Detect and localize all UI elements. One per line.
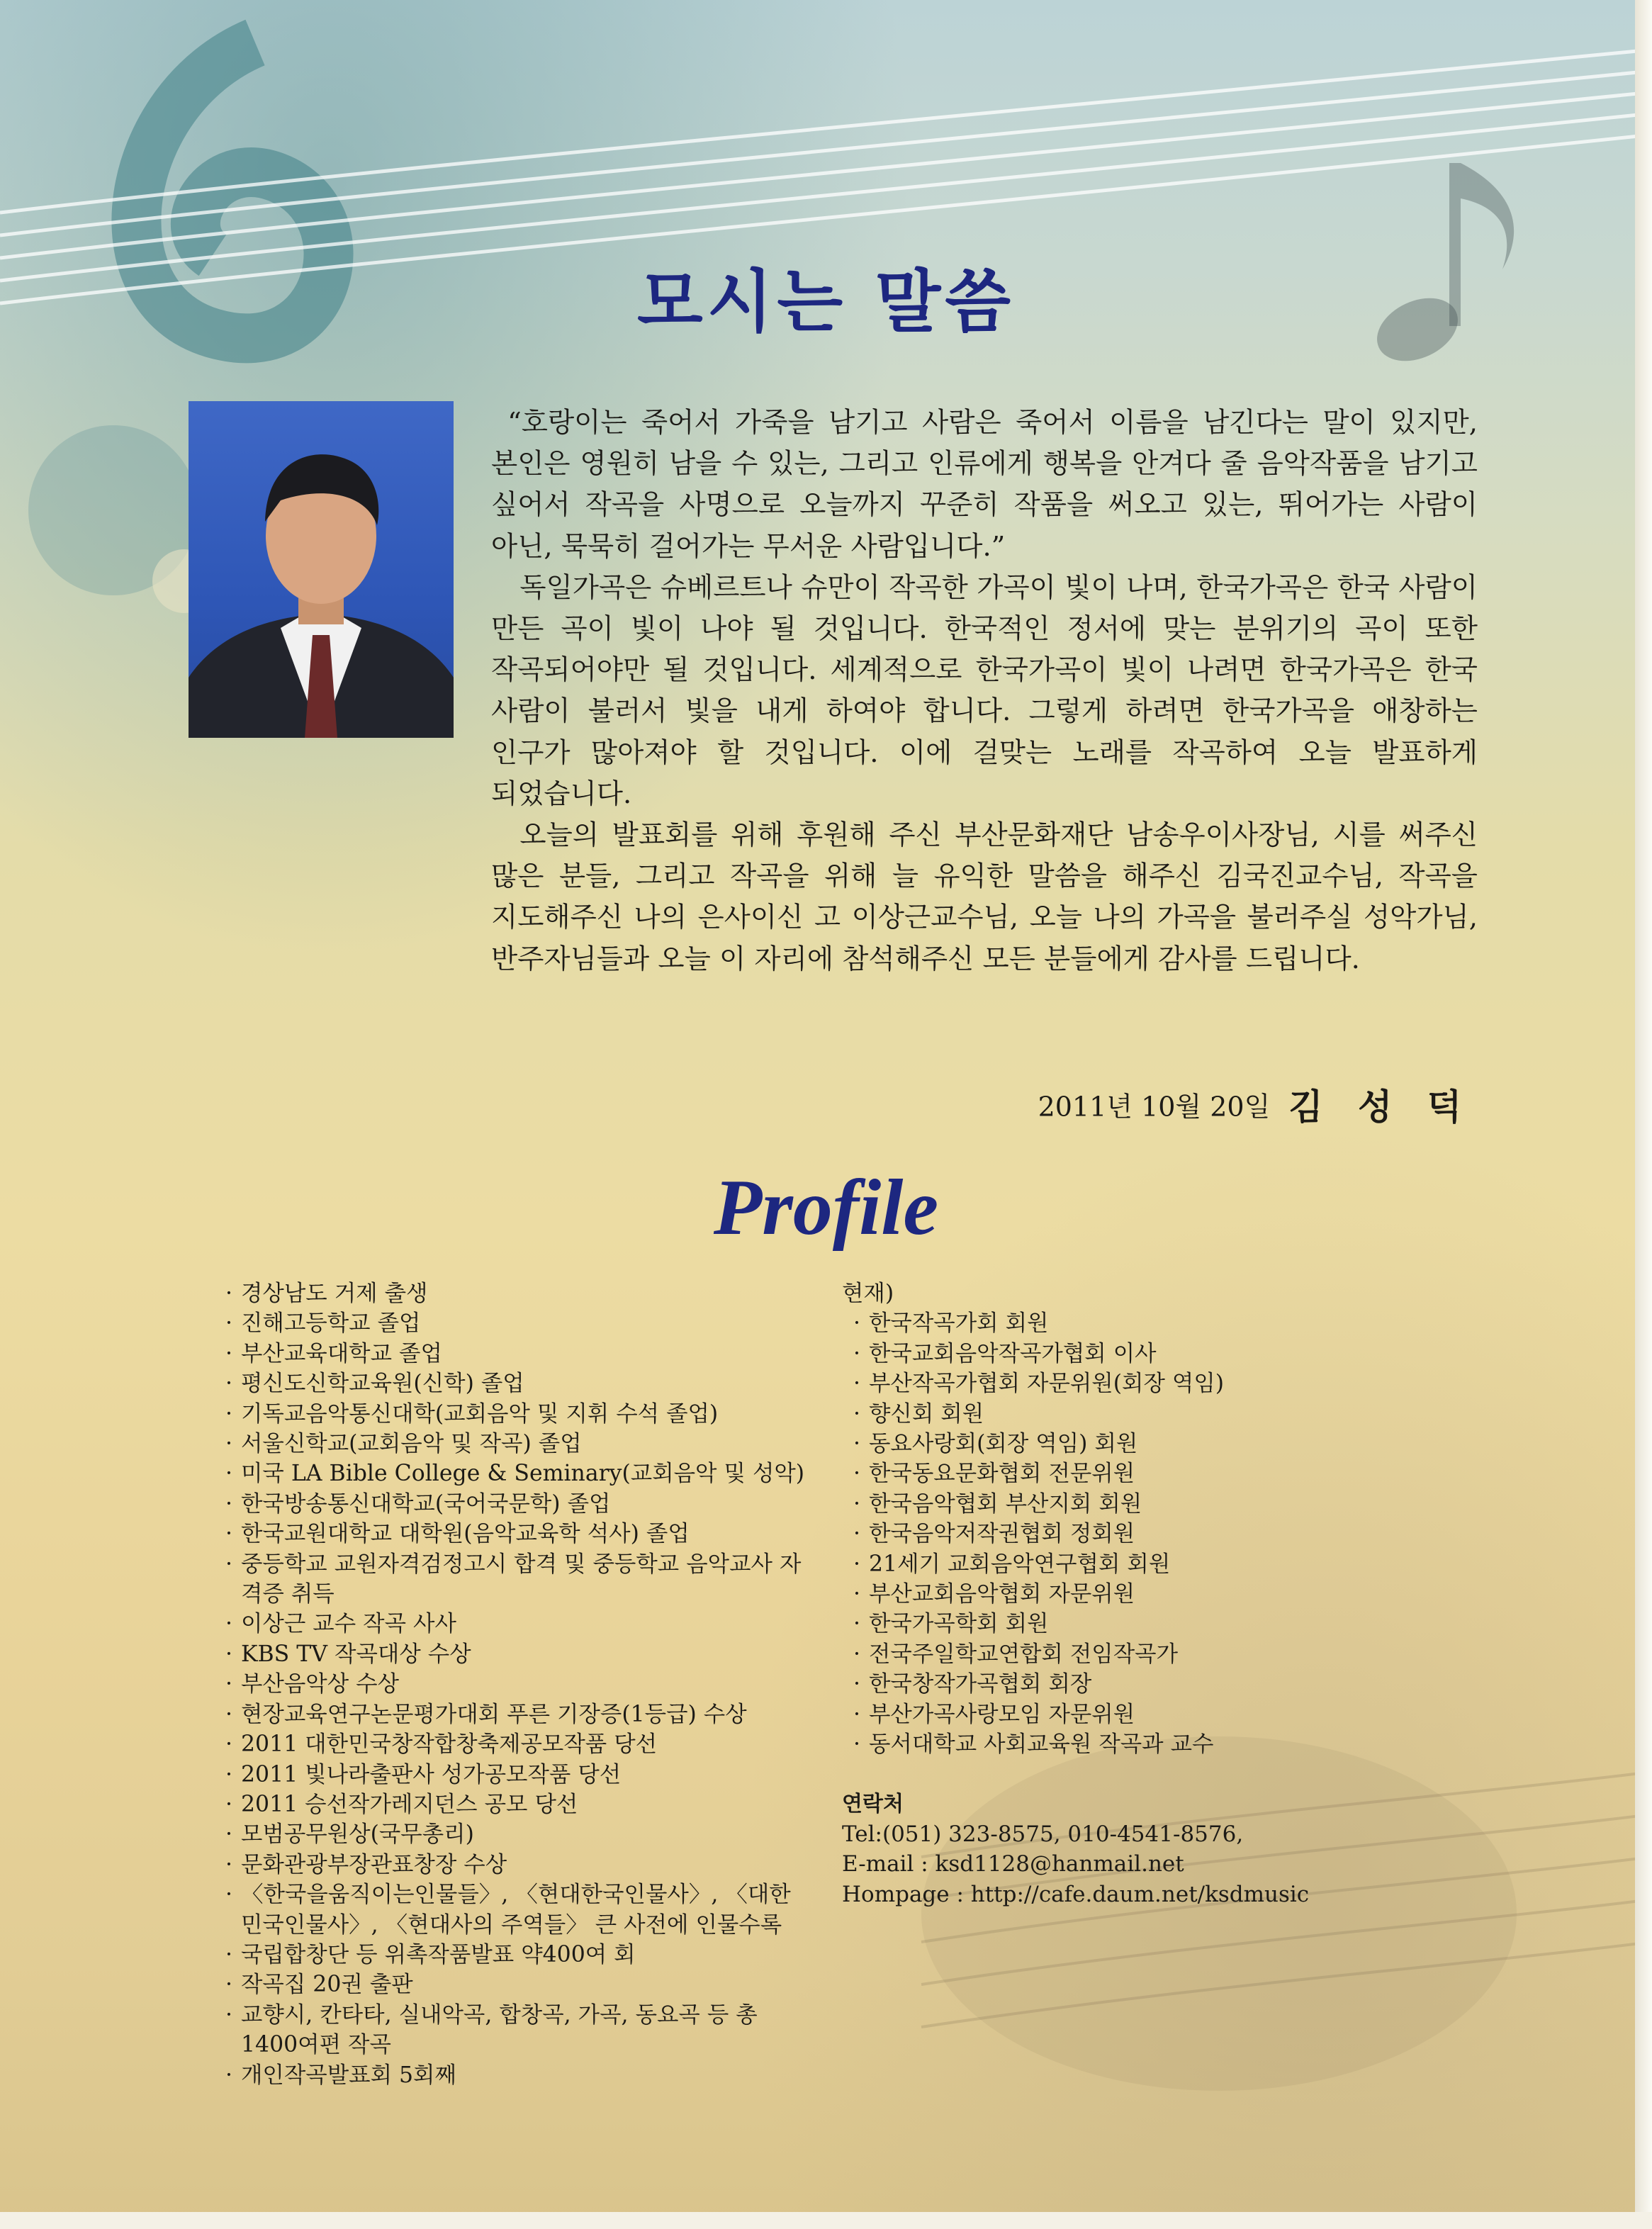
signature-line xyxy=(921,1079,1473,1130)
list-item: · 이상근 교수 작곡 사사 xyxy=(225,1609,805,1639)
list-item: · 2011 빛나라출판사 성가공모작품 당선 xyxy=(225,1760,805,1790)
list-item: · 경상남도 거제 출생 xyxy=(225,1279,805,1308)
list-item: · 현장교육연구논문평가대회 푸른 기장증(1등급) 수상 xyxy=(225,1700,805,1729)
list-item: · 국립합창단 등 위촉작품발표 약400여 회 xyxy=(225,1940,805,1970)
list-item: · 서울신학교(교회음악 및 작곡) 졸업 xyxy=(225,1429,805,1459)
invitation-message xyxy=(491,403,1478,980)
current-positions-section xyxy=(842,1279,1508,1909)
contact-tel: Tel:(051) 323-8575, 010-4541-8576, xyxy=(842,1821,1244,1847)
signature-date: 2011년 10월 20일 xyxy=(1038,1091,1271,1123)
message-paragraph: “호랑이는 죽어서 가죽을 남기고 사람은 죽어서 이름을 남긴다는 말이 있지만, 본인은 영원히 남을 수 있는, 그리고 인류에게 행복을 안겨다 줄 음악작품을 남기고 싶어서 작곡을 사명으로 오늘까지 꾸준히 작품을 써오고 있는, 뛰어가는 사람이 아닌, 묵묵히 걸어가는 무서운 사람입니다.” xyxy=(491,407,1478,563)
list-item: · 2011 대한민국창작합창축제공모작품 당선 xyxy=(225,1729,805,1759)
list-item: · 동요사랑회(회장 역임) 회원 xyxy=(853,1429,1508,1459)
list-item: · 모범공무원상(국무총리) xyxy=(225,1819,805,1849)
list-item: · 한국방송통신대학교(국어국문학) 졸업 xyxy=(225,1489,805,1519)
current-label: 현재) xyxy=(842,1281,894,1306)
list-item: · 평신도신학교육원(신학) 졸업 xyxy=(225,1369,805,1398)
list-item: · 부산교회음악협회 자문위원 xyxy=(853,1579,1508,1609)
list-item: · 부산가곡사랑모임 자문위원 xyxy=(853,1700,1508,1729)
list-item: · KBS TV 작곡대상 수상 xyxy=(225,1639,805,1669)
list-item: · 부산음악상 수상 xyxy=(225,1669,805,1699)
list-item: · 전국주일학교연합회 전임작곡가 xyxy=(853,1639,1508,1669)
list-item: · 진해고등학교 졸업 xyxy=(225,1308,805,1338)
list-item: · 기독교음악통신대학(교회음악 및 지휘 수석 졸업) xyxy=(225,1399,805,1429)
career-list xyxy=(225,1279,805,2090)
list-item: · 한국교원대학교 대학원(음악교육학 석사) 졸업 xyxy=(225,1519,805,1549)
contact-homepage: Hompage : http://cafe.daum.net/ksdmusic xyxy=(842,1881,1310,1907)
page-bottom-edge xyxy=(0,2212,1652,2229)
list-item: · 동서대학교 사회교육원 작곡과 교수 xyxy=(853,1729,1508,1759)
list-item: · 〈한국을움직이는인물들〉, 〈현대한국인물사〉, 〈대한민국인물사〉, 〈현대사의 주역들〉 큰 사전에 인물수록 xyxy=(225,1880,805,1940)
list-item: · 한국가곡학회 회원 xyxy=(853,1609,1508,1639)
list-item: · 한국음악저작권협회 정회원 xyxy=(853,1519,1508,1549)
page-title: 모시는 말씀 xyxy=(636,262,1016,342)
list-item: · 한국교회음악작곡가협회 이사 xyxy=(853,1339,1508,1369)
list-item: · 한국작곡가회 회원 xyxy=(853,1308,1508,1338)
list-item: · 한국동요문화협회 전문위원 xyxy=(853,1459,1508,1488)
message-paragraph: 오늘의 발표회를 위해 후원해 주신 부산문화재단 남송우이사장님, 시를 써주신 많은 분들, 그리고 작곡을 위해 늘 유익한 말씀을 해주신 김국진교수님, 작곡을 지도해주신 나의 은사이신 고 이상근교수님, 오늘 나의 가곡을 불러주실 성악가님, 반주자님들과 오늘 이 자리에 참석해주신 모든 분들에게 감사를 드립니다. xyxy=(491,819,1478,975)
list-item: · 2011 승선작가레지던스 공모 당선 xyxy=(225,1790,805,1819)
list-item: · 중등학교 교원자격검정고시 합격 및 중등학교 음악교사 자격증 취득 xyxy=(225,1549,805,1610)
list-item: · 미국 LA Bible College & Seminary(교회음악 및 성악) xyxy=(225,1459,805,1488)
message-paragraph: 독일가곡은 슈베르트나 슈만이 작곡한 가곡이 빛이 나며, 한국가곡은 한국 사람이 만든 곡이 빛이 나야 될 것입니다. 한국적인 정서에 맞는 분위기의 곡이 또한 작곡되어야만 될 것입니다. 세계적으로 한국가곡이 빛이 나려면 한국가곡은 한국 사람이 불러서 빛을 내게 하여야 합니다. 그렇게 하려면 한국가곡을 애창하는 인구가 많아져야 할 것입니다. 이에 걸맞는 노래를 작곡하여 오늘 발표하게 되었습니다. xyxy=(491,571,1478,810)
contact-label: 연락처 xyxy=(842,1791,904,1817)
list-item: · 부산교육대학교 졸업 xyxy=(225,1339,805,1369)
contact-email: E-mail : ksd1128@hanmail.net xyxy=(842,1851,1184,1877)
list-item: · 한국음악협회 부산지회 회원 xyxy=(853,1489,1508,1519)
profile-title: Profile xyxy=(713,1164,939,1252)
list-item: · 문화관광부장관표창장 수상 xyxy=(225,1850,805,1880)
author-name: 김 성 덕 xyxy=(1288,1087,1473,1128)
list-item: · 교향시, 칸타타, 실내악곡, 합창곡, 가곡, 동요곡 등 총 1400여편 작곡 xyxy=(225,2000,805,2060)
author-portrait xyxy=(189,401,454,738)
current-positions-list xyxy=(853,1308,1508,1759)
list-item: · 개인작곡발표회 5회째 xyxy=(225,2060,805,2090)
list-item: · 부산작곡가협회 자문위원(회장 역임) xyxy=(853,1369,1508,1398)
list-item: · 한국창작가곡협회 회장 xyxy=(853,1669,1508,1699)
list-item: · 향신회 회원 xyxy=(853,1399,1508,1429)
list-item: · 21세기 교회음악연구협회 회원 xyxy=(853,1549,1508,1579)
list-item: · 작곡집 20권 출판 xyxy=(225,1970,805,1999)
